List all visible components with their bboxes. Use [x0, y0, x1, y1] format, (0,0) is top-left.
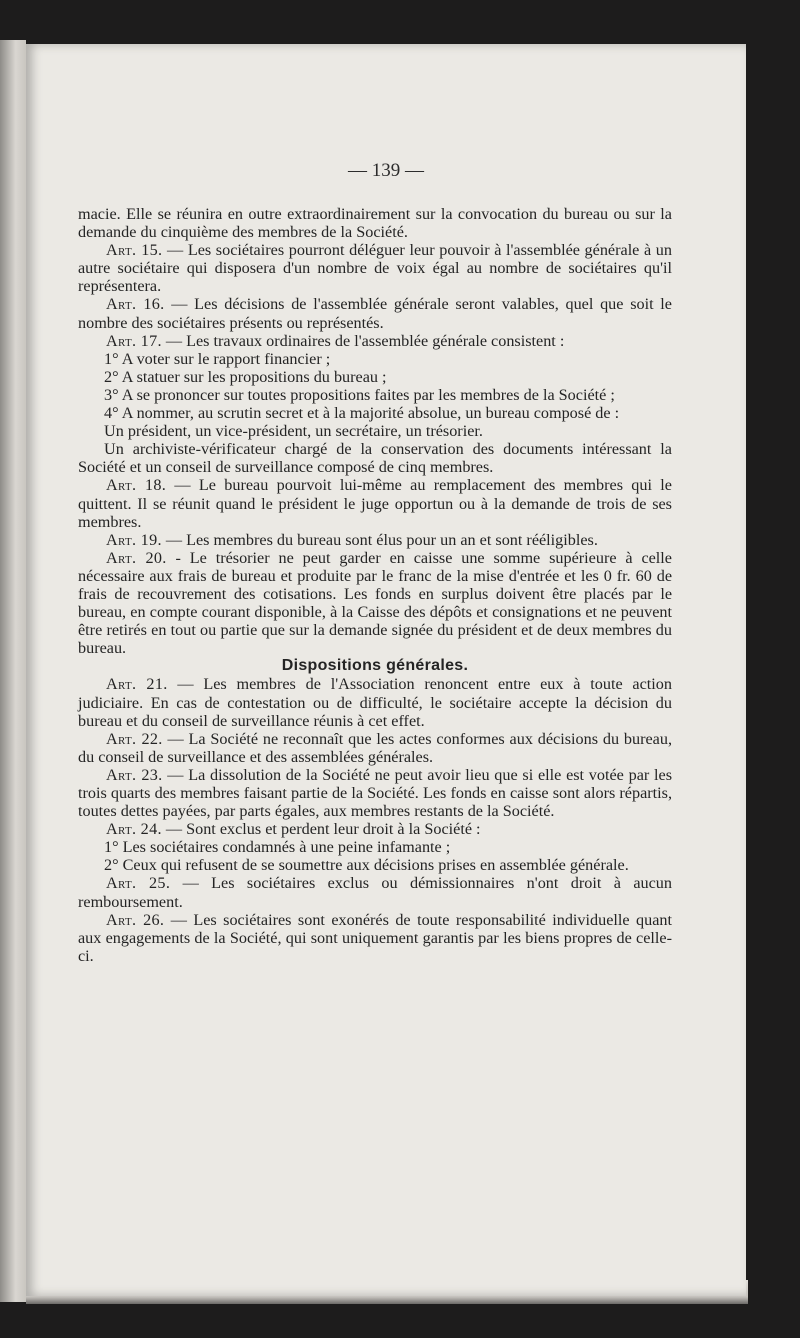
list-item: [78, 386, 672, 404]
article-text: — Sont exclus et perdent leur droit à la Société :: [161, 820, 481, 839]
section-heading: Dispositions générales.: [281, 657, 469, 675]
paragraph-continued: [78, 205, 672, 241]
article-text: — Les sociétaires exclus ou démissionnaires n'ont droit à aucun remboursement.: [78, 874, 672, 911]
article-text: - Le trésorier ne peut garder en caisse une somme supérieure à celle nécessaire aux frais de bureau et produite par le franc de la mise d'entrée et les 0 fr. 60 de frais de recouvrement des cotisations. Les fonds en surplus doivent être placés par le bureau, en compte courant disponible, à la Caisse des dépôts et consignations et ne peuvent être retirés en tout ou partie que sur la demande signée du président et de deux membres du bureau.: [78, 548, 672, 658]
article-text: — La Société ne reconnaît que les actes conformes aux décisions du bureau, du conseil de surveillance et des assemblées générales.: [78, 729, 672, 766]
list-item: [78, 856, 672, 874]
list-item-text: Un président, un vice-président, un secrétaire, un trésorier.: [104, 422, 483, 441]
list-item: [78, 440, 672, 476]
article-label: Art. 26.: [106, 910, 165, 929]
page-number: — 139 —: [348, 160, 424, 181]
article-16: [78, 295, 672, 331]
article-label: Art. 20.: [106, 548, 167, 567]
paragraph-text: macie. Elle se réunira en outre extraordinairement sur la convocation du bureau ou sur la demande du cinquième des membres de la Société.: [78, 205, 672, 242]
article-text: — Les travaux ordinaires de l'assemblée générale consistent :: [161, 331, 565, 350]
list-item-text: 2° Ceux qui refusent de se soumettre aux décisions prises en assemblée générale.: [104, 856, 629, 875]
list-item-text: 2° A statuer sur les propositions du bureau ;: [104, 367, 387, 386]
page-text: [78, 205, 672, 965]
article-18: [78, 476, 672, 530]
article-15: [78, 241, 672, 295]
article-25: [78, 874, 672, 910]
article-text: — Les sociétaires sont exonérés de toute responsabilité individuelle quant aux engagements de la Société, qui sont uniquement garantis par les biens propres de celle-ci.: [78, 910, 672, 965]
article-21: [78, 675, 672, 729]
list-item: [78, 350, 672, 368]
article-label: Art. 18.: [106, 476, 167, 495]
article-20: [78, 549, 672, 658]
left-page-edge: [0, 40, 26, 1302]
list-item: [78, 404, 672, 422]
list-item: [78, 838, 672, 856]
article-19: [78, 531, 672, 549]
list-item-text: 1° Les sociétaires condamnés à une peine infamante ;: [104, 838, 451, 857]
list-item-text: 1° A voter sur le rapport financier ;: [104, 349, 331, 368]
article-text: — Le bureau pourvoit lui-même au remplacement des membres qui le quittent. Il se réunit quand le président le juge opportun ou à la demande de trois de ses membres.: [78, 476, 672, 531]
article-text: — Les sociétaires pourront déléguer leur pouvoir à l'assemblée générale à un autre sociétaire qui disposera d'un nombre de voix égal au nombre de sociétaires qu'il représentera.: [78, 241, 672, 296]
article-label: Art. 16.: [106, 295, 165, 314]
article-23: [78, 766, 672, 820]
article-label: Art. 19.: [106, 530, 162, 549]
article-24: [78, 820, 672, 838]
article-label: Art. 24.: [106, 820, 162, 839]
article-label: Art. 21.: [106, 675, 168, 694]
article-22: [78, 730, 672, 766]
book-page: [26, 44, 746, 1296]
article-label: Art. 25.: [106, 874, 171, 893]
list-item: [78, 368, 672, 386]
list-item-text: 4° A nommer, au scrutin secret et à la majorité absolue, un bureau composé de :: [104, 404, 620, 423]
list-item-text: 3° A se prononcer sur toutes propositions faites par les membres de la Société ;: [104, 385, 615, 404]
article-text: — Les décisions de l'assemblée générale seront valables, quel que soit le nombre des sociétaires présents ou représentés.: [78, 295, 672, 332]
article-label: Art. 23.: [106, 765, 163, 784]
article-26: [78, 911, 672, 965]
article-label: Art. 22.: [106, 729, 163, 748]
article-text: — La dissolution de la Société ne peut avoir lieu que si elle est votée par les trois quarts des membres faisant partie de la Société. Les fonds en caisse sont alors répartis, toutes dettes payées, par parts égales, aux membres restants de la Société.: [78, 765, 672, 821]
article-label: Art. 17.: [106, 331, 162, 350]
article-label: Art. 15.: [106, 241, 163, 260]
article-text: — Les membres du bureau sont élus pour un an et sont rééligibles.: [161, 530, 598, 549]
list-item: [78, 422, 672, 440]
article-text: — Les membres de l'Association renoncent entre eux à toute action judiciaire. En cas de contestation ou de difficulté, le sociétaire accepte la décision du bureau et du conseil de surveillance réunis à cet effet.: [78, 675, 672, 730]
list-item-text: Un archiviste-vérificateur chargé de la conservation des documents intéressant la Société et un conseil de surveillance composé de cinq membres.: [78, 440, 672, 477]
article-17: [78, 332, 672, 350]
